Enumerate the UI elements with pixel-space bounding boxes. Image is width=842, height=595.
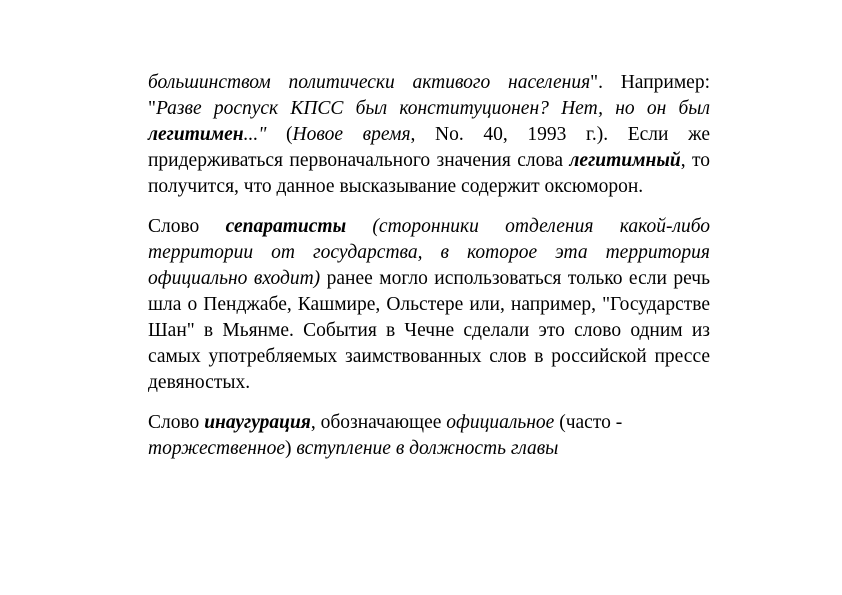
text-segment: ранее могло использоваться только если речь шла о Пенджабе, Кашмире, Ольстере или, например, "Государстве Шан" в Мьянме. События в Чечне сделали это слово одним из самых употребляемых заимствованных слов в российской прессе девяностых. (148, 268, 710, 393)
paragraph-separatists (148, 214, 710, 396)
text-segment: , то получится, что данное высказывание содержит оксюморон. (148, 150, 711, 197)
text-segment: , No. 40, 1993 г.). Если же придерживаться первоначального значения слова (148, 124, 710, 171)
text-block (148, 70, 710, 476)
text-segment: , обозначающее (310, 412, 447, 433)
text-segment: ". Например: " (148, 72, 710, 119)
paragraph-legitimacy (148, 70, 710, 200)
term-legitimen: легитимен (148, 124, 244, 145)
text-segment: вступление в должность главы (296, 438, 559, 459)
text-segment: торжественное (148, 438, 285, 459)
text-segment: ) (285, 438, 297, 459)
term-separatisty: сепаратисты (225, 216, 347, 237)
text-segment: Слово (148, 412, 205, 433)
source-title: Новое время (292, 124, 411, 145)
text-segment: ..." (243, 124, 267, 145)
text-segment: (часто - (554, 412, 623, 433)
text-segment: большинством политически активого населения (148, 72, 591, 93)
text-segment: (сторонники отделения какой-либо территории от государства, в которое эта территория официально входит) (148, 216, 711, 289)
term-legitimny: легитимный (569, 150, 681, 171)
text-segment: официальное (446, 412, 555, 433)
text-segment: Разве роспуск КПСС был конституционен? Нет, но он был (155, 98, 710, 119)
paragraph-inauguration (148, 410, 710, 462)
text-segment: ( (266, 124, 293, 145)
text-segment: Слово (148, 216, 226, 237)
term-inauguratsiya: инаугурация (204, 412, 311, 433)
